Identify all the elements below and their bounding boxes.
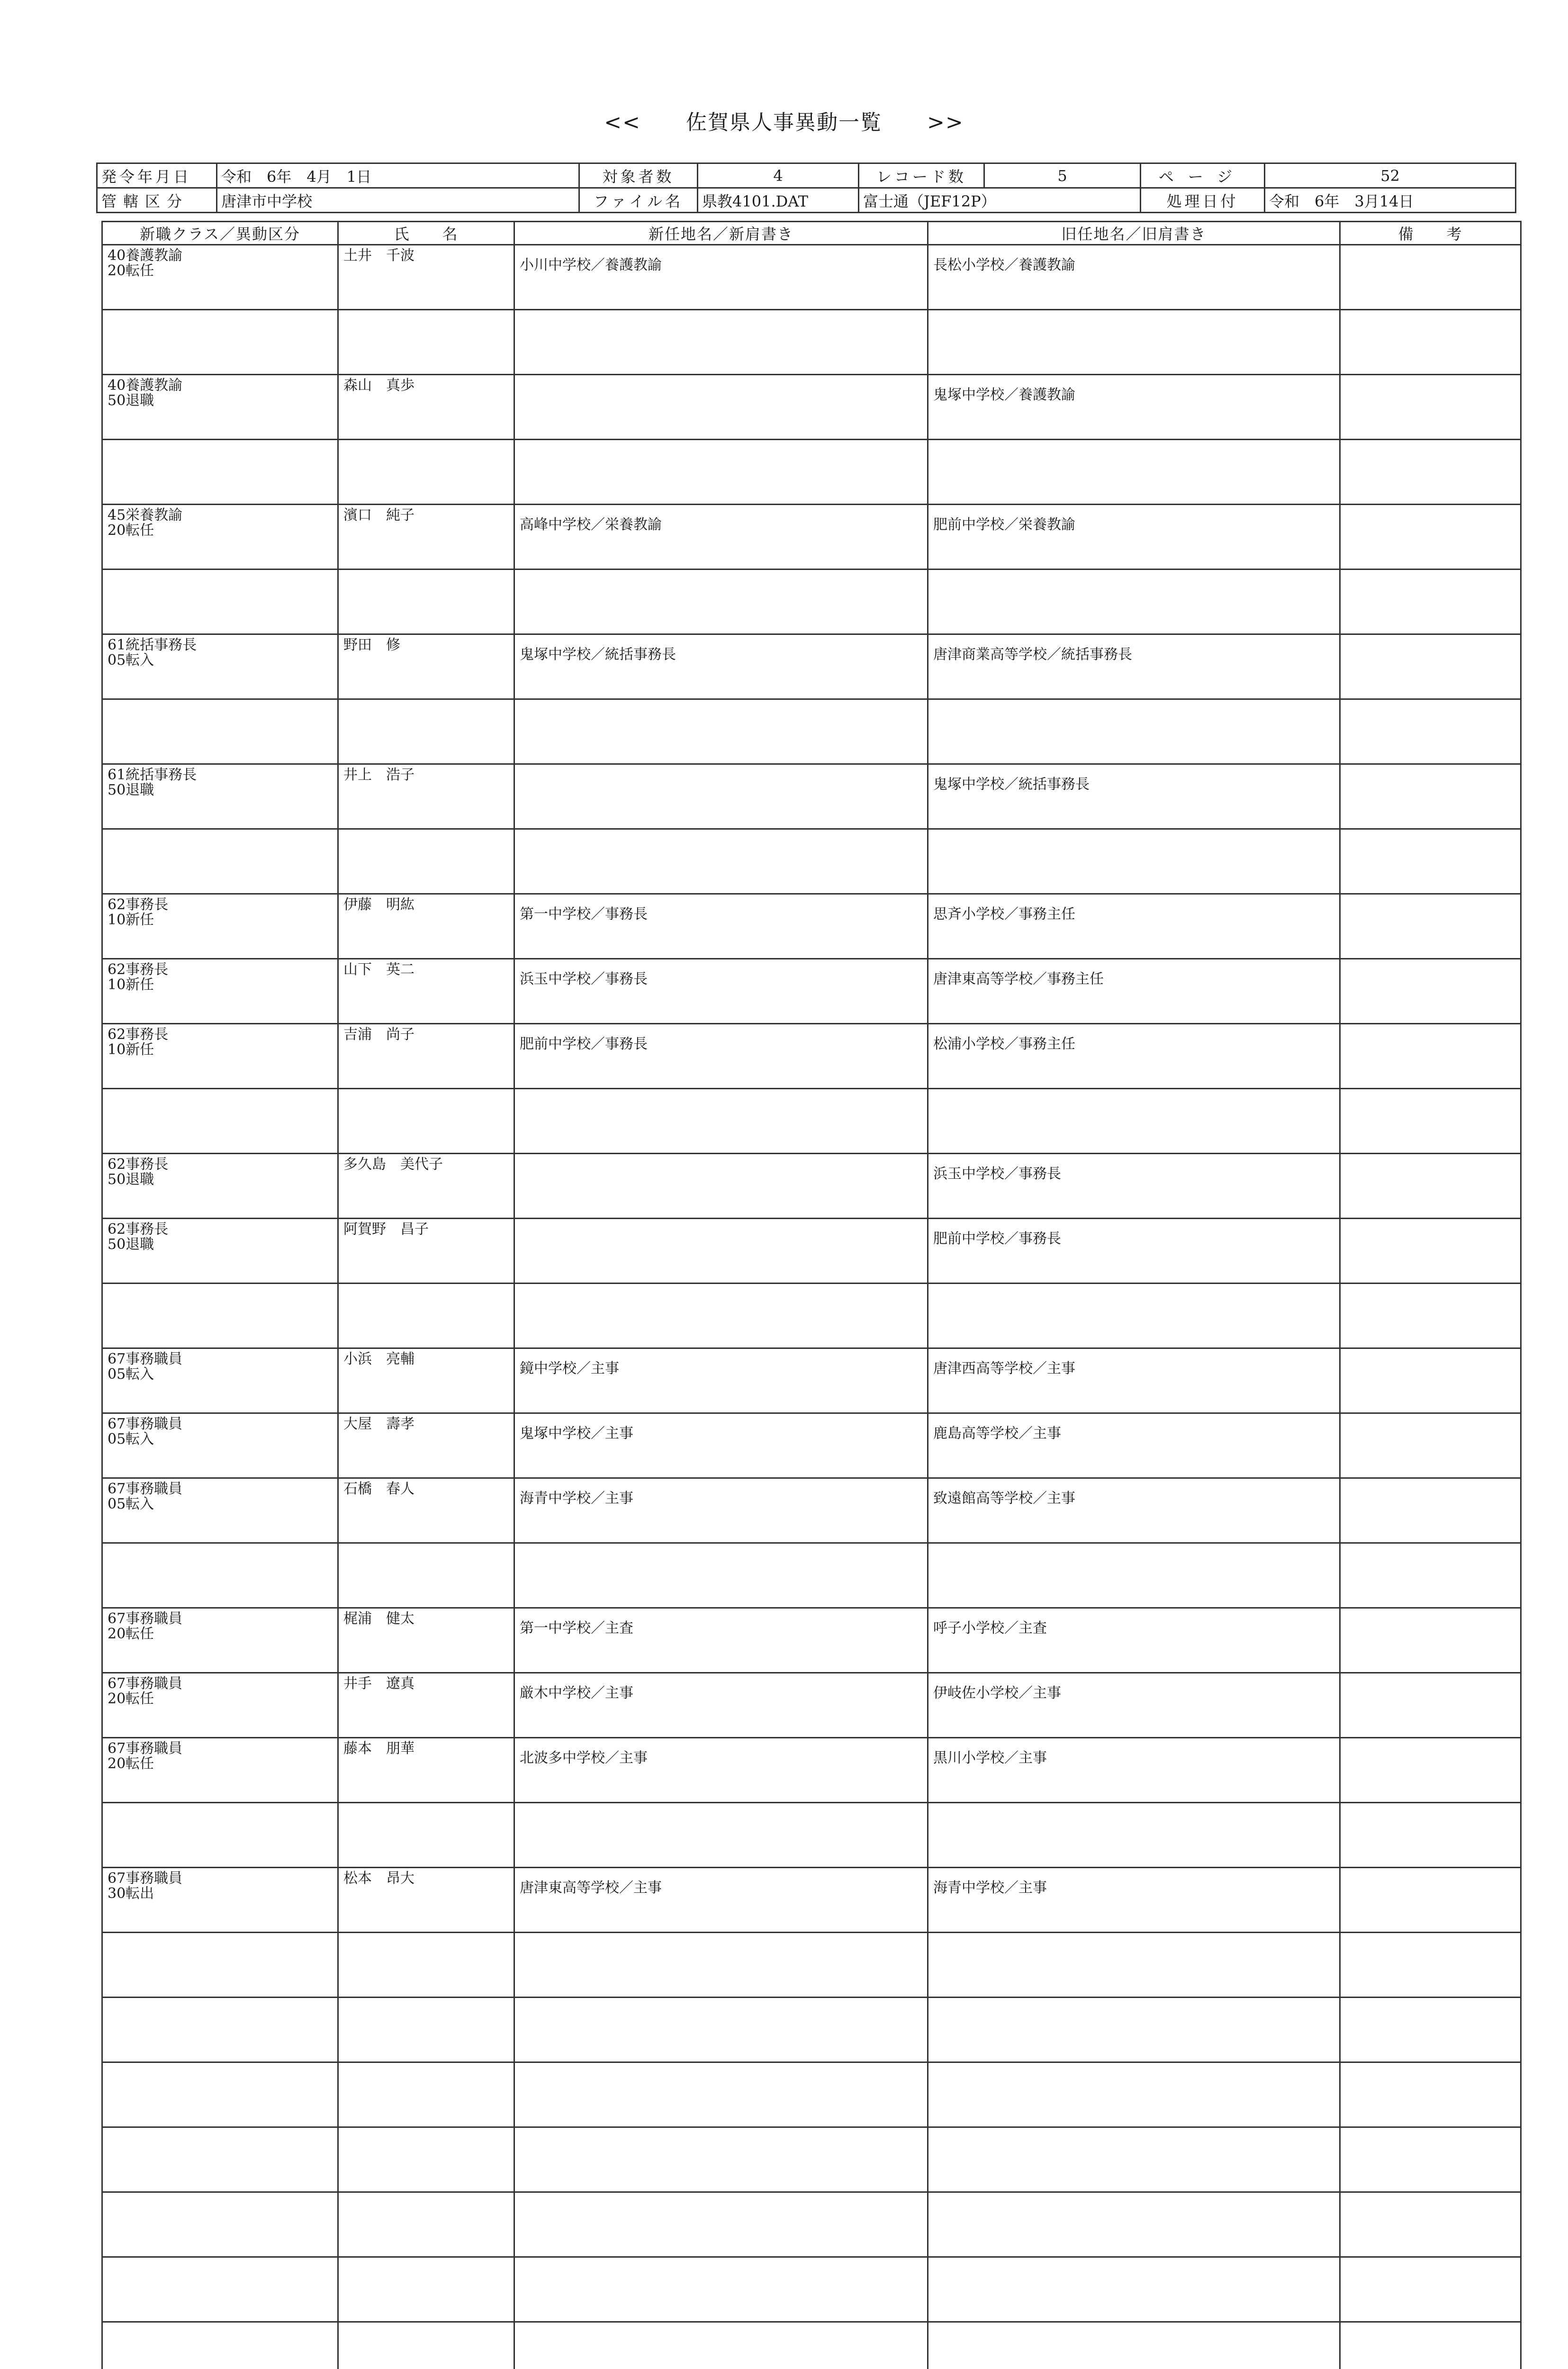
table-row (102, 1154, 1521, 1219)
name-cell: 多久島 美代子 (338, 1154, 514, 1219)
table-row (102, 1348, 1521, 1413)
job-class: 67事務職員 (108, 1352, 333, 1367)
old-post-cell (928, 310, 1340, 375)
name-cell (338, 440, 514, 505)
new-post-cell: 高峰中学校／栄養教諭 (514, 505, 928, 570)
class-cell (102, 2127, 338, 2192)
table-row (102, 2127, 1521, 2192)
job-class: 67事務職員 (108, 1611, 333, 1627)
name-cell: 濱口 純子 (338, 505, 514, 570)
new-post-cell (514, 829, 928, 894)
class-cell (102, 1089, 338, 1154)
class-cell (102, 699, 338, 764)
transfer-type: 50退職 (108, 393, 333, 408)
class-cell (102, 1803, 338, 1868)
new-post-cell (514, 2257, 928, 2322)
new-post-cell (514, 2062, 928, 2127)
file-name-value: 県教4101.DAT (698, 188, 859, 213)
old-post-cell: 黒川小学校／主事 (928, 1738, 1340, 1803)
job-class: 61統括事務長 (108, 768, 333, 783)
remarks-cell (1340, 1478, 1521, 1543)
name-cell: 石橋 春人 (338, 1478, 514, 1543)
printer-value: 富士通（JEF12P） (859, 188, 1141, 213)
table-row (102, 1608, 1521, 1673)
old-post-cell: 唐津商業高等学校／統括事務長 (928, 634, 1340, 699)
new-post-cell (514, 2127, 928, 2192)
table-row (102, 310, 1521, 375)
name-cell: 大屋 壽孝 (338, 1413, 514, 1478)
table-row (102, 1089, 1521, 1154)
job-class: 62事務長 (108, 897, 333, 913)
job-class: 67事務職員 (108, 1871, 333, 1886)
old-post-cell: 致遠館高等学校／主事 (928, 1478, 1340, 1543)
new-post-cell: 肥前中学校／事務長 (514, 1024, 928, 1089)
job-class: 67事務職員 (108, 1741, 333, 1756)
name-cell (338, 2127, 514, 2192)
old-post-cell: 浜玉中学校／事務長 (928, 1154, 1340, 1219)
old-post-cell (928, 1543, 1340, 1608)
job-class: 62事務長 (108, 962, 333, 977)
new-post-cell (514, 1284, 928, 1348)
class-cell (102, 829, 338, 894)
new-post-cell: 海青中学校／主事 (514, 1478, 928, 1543)
title-close-bracket: >> (927, 110, 964, 135)
name-cell (338, 2257, 514, 2322)
remarks-cell (1340, 1868, 1521, 1933)
name-cell (338, 1089, 514, 1154)
table-row (102, 1024, 1521, 1089)
job-class: 67事務職員 (108, 1417, 333, 1432)
class-cell (102, 1738, 338, 1803)
new-post-cell: 鏡中学校／主事 (514, 1348, 928, 1413)
target-count-value: 4 (698, 163, 859, 188)
job-class: 40養護教諭 (108, 378, 333, 393)
new-post-cell (514, 310, 928, 375)
table-row (102, 699, 1521, 764)
table-row (102, 1413, 1521, 1478)
remarks-cell (1340, 1089, 1521, 1154)
table-row (102, 1284, 1521, 1348)
remarks-cell (1340, 699, 1521, 764)
class-cell (102, 1154, 338, 1219)
transfer-type: 20転任 (108, 1691, 333, 1707)
class-cell (102, 2322, 338, 2369)
job-class: 67事務職員 (108, 1676, 333, 1691)
remarks-cell (1340, 1543, 1521, 1608)
name-cell: 阿賀野 昌子 (338, 1219, 514, 1284)
remarks-cell (1340, 1219, 1521, 1284)
page-value: 52 (1265, 163, 1516, 188)
issue-date-label: 発令年月日 (97, 163, 217, 188)
remarks-cell (1340, 1154, 1521, 1219)
old-post-cell: 肥前中学校／事務長 (928, 1219, 1340, 1284)
remarks-cell (1340, 894, 1521, 959)
new-post-cell (514, 440, 928, 505)
new-post-cell (514, 2192, 928, 2257)
class-cell (102, 2257, 338, 2322)
table-row (102, 570, 1521, 634)
transfer-type: 50退職 (108, 1237, 333, 1252)
table-row (102, 894, 1521, 959)
remarks-cell (1340, 764, 1521, 829)
column-header-old-post: 旧任地名／旧肩書き (928, 222, 1340, 245)
remarks-cell (1340, 505, 1521, 570)
record-count-label: レコード数 (859, 163, 984, 188)
transfer-type: 50退職 (108, 1172, 333, 1187)
new-post-cell: 鬼塚中学校／主事 (514, 1413, 928, 1478)
remarks-cell (1340, 375, 1521, 440)
remarks-cell (1340, 245, 1521, 310)
page-title (0, 105, 1568, 136)
old-post-cell: 肥前中学校／栄養教諭 (928, 505, 1340, 570)
name-cell: 吉浦 尚子 (338, 1024, 514, 1089)
old-post-cell (928, 829, 1340, 894)
new-post-cell (514, 1089, 928, 1154)
table-row (102, 1478, 1521, 1543)
old-post-cell (928, 1933, 1340, 1998)
new-post-cell (514, 1154, 928, 1219)
table-row (102, 959, 1521, 1024)
transfer-type: 50退職 (108, 783, 333, 798)
process-date-label: 処理日付 (1141, 188, 1265, 213)
old-post-cell (928, 1284, 1340, 1348)
class-cell (102, 310, 338, 375)
page-label: ページ (1141, 163, 1265, 188)
name-cell (338, 1803, 514, 1868)
new-post-cell (514, 375, 928, 440)
name-cell (338, 1998, 514, 2062)
remarks-cell (1340, 440, 1521, 505)
new-post-cell (514, 1998, 928, 2062)
column-header-class: 新職クラス／異動区分 (102, 222, 338, 245)
name-cell (338, 2062, 514, 2127)
transfer-type: 10新任 (108, 913, 333, 928)
class-cell (102, 1219, 338, 1284)
remarks-cell (1340, 1024, 1521, 1089)
old-post-cell (928, 1998, 1340, 2062)
job-class: 45栄養教諭 (108, 508, 333, 523)
transfer-type: 10新任 (108, 1042, 333, 1058)
old-post-cell: 伊岐佐小学校／主事 (928, 1673, 1340, 1738)
class-cell (102, 894, 338, 959)
old-post-cell (928, 1803, 1340, 1868)
name-cell (338, 829, 514, 894)
transfer-type: 20転任 (108, 1627, 333, 1642)
table-row (102, 1933, 1521, 1998)
class-cell (102, 1933, 338, 1998)
new-post-cell (514, 1543, 928, 1608)
column-header-new-post: 新任地名／新肩書き (514, 222, 928, 245)
class-cell (102, 1284, 338, 1348)
transfer-type: 30転出 (108, 1886, 333, 1901)
old-post-cell (928, 1089, 1340, 1154)
transfer-type: 20転任 (108, 263, 333, 279)
column-header-remarks: 備 考 (1340, 222, 1521, 245)
class-cell (102, 634, 338, 699)
name-cell (338, 1933, 514, 1998)
class-cell (102, 375, 338, 440)
transfer-type: 05転入 (108, 1497, 333, 1512)
transfer-type: 20転任 (108, 1756, 333, 1772)
remarks-cell (1340, 2127, 1521, 2192)
name-cell: 土井 千波 (338, 245, 514, 310)
transfer-type: 10新任 (108, 977, 333, 993)
process-date-value: 令和 6年 3月14日 (1265, 188, 1516, 213)
remarks-cell (1340, 1348, 1521, 1413)
table-row (102, 829, 1521, 894)
remarks-cell (1340, 2062, 1521, 2127)
job-class: 62事務長 (108, 1222, 333, 1237)
table-row (102, 2192, 1521, 2257)
title-text: 佐賀県人事異動一覧 (686, 110, 882, 135)
name-cell (338, 699, 514, 764)
old-post-cell: 松浦小学校／事務主任 (928, 1024, 1340, 1089)
table-row (102, 2257, 1521, 2322)
old-post-cell (928, 440, 1340, 505)
remarks-cell (1340, 2257, 1521, 2322)
old-post-cell: 長松小学校／養護教諭 (928, 245, 1340, 310)
name-cell (338, 570, 514, 634)
old-post-cell: 唐津東高等学校／事務主任 (928, 959, 1340, 1024)
old-post-cell: 鬼塚中学校／養護教諭 (928, 375, 1340, 440)
name-cell: 森山 真歩 (338, 375, 514, 440)
old-post-cell (928, 2192, 1340, 2257)
class-cell (102, 245, 338, 310)
class-cell (102, 1024, 338, 1089)
new-post-cell (514, 1219, 928, 1284)
new-post-cell: 厳木中学校／主事 (514, 1673, 928, 1738)
title-open-bracket: << (604, 110, 641, 135)
class-cell (102, 1543, 338, 1608)
class-cell (102, 440, 338, 505)
record-count-value: 5 (984, 163, 1141, 188)
class-cell (102, 1478, 338, 1543)
table-header-row (102, 222, 1521, 245)
table-row (102, 2062, 1521, 2127)
old-post-cell (928, 2127, 1340, 2192)
personnel-table (101, 221, 1522, 2369)
table-row (102, 505, 1521, 570)
remarks-cell (1340, 1738, 1521, 1803)
old-post-cell (928, 2062, 1340, 2127)
class-cell (102, 1998, 338, 2062)
name-cell (338, 1543, 514, 1608)
old-post-cell (928, 699, 1340, 764)
jurisdiction-value: 唐津市中学校 (217, 188, 579, 213)
name-cell: 藤本 朋華 (338, 1738, 514, 1803)
new-post-cell: 第一中学校／事務長 (514, 894, 928, 959)
class-cell (102, 1868, 338, 1933)
table-row (102, 1868, 1521, 1933)
name-cell: 井上 浩子 (338, 764, 514, 829)
remarks-cell (1340, 1998, 1521, 2062)
remarks-cell (1340, 2192, 1521, 2257)
new-post-cell (514, 699, 928, 764)
class-cell (102, 764, 338, 829)
class-cell (102, 959, 338, 1024)
class-cell (102, 1608, 338, 1673)
remarks-cell (1340, 1803, 1521, 1868)
issue-date-value: 令和 6年 4月 1日 (217, 163, 579, 188)
remarks-cell (1340, 2322, 1521, 2369)
old-post-cell: 思斉小学校／事務主任 (928, 894, 1340, 959)
name-cell: 梶浦 健太 (338, 1608, 514, 1673)
name-cell: 松本 昂大 (338, 1868, 514, 1933)
job-class: 40養護教諭 (108, 248, 333, 263)
remarks-cell (1340, 570, 1521, 634)
remarks-cell (1340, 310, 1521, 375)
new-post-cell (514, 2322, 928, 2369)
column-header-name: 氏 名 (338, 222, 514, 245)
name-cell: 山下 英二 (338, 959, 514, 1024)
name-cell: 伊藤 明紘 (338, 894, 514, 959)
new-post-cell: 鬼塚中学校／統括事務長 (514, 634, 928, 699)
job-class: 62事務長 (108, 1157, 333, 1172)
table-row (102, 1738, 1521, 1803)
table-row (102, 2322, 1521, 2369)
table-row (102, 1803, 1521, 1868)
table-row (102, 245, 1521, 310)
old-post-cell: 唐津西高等学校／主事 (928, 1348, 1340, 1413)
job-class: 62事務長 (108, 1027, 333, 1042)
new-post-cell: 第一中学校／主査 (514, 1608, 928, 1673)
new-post-cell (514, 1803, 928, 1868)
new-post-cell: 唐津東高等学校／主事 (514, 1868, 928, 1933)
transfer-type: 05転入 (108, 1432, 333, 1447)
class-cell (102, 1413, 338, 1478)
remarks-cell (1340, 1413, 1521, 1478)
class-cell (102, 505, 338, 570)
jurisdiction-label: 管轄区分 (97, 188, 217, 213)
new-post-cell: 北波多中学校／主事 (514, 1738, 928, 1803)
table-row (102, 1998, 1521, 2062)
new-post-cell: 小川中学校／養護教諭 (514, 245, 928, 310)
target-count-label: 対象者数 (579, 163, 698, 188)
class-cell (102, 2192, 338, 2257)
name-cell (338, 2322, 514, 2369)
remarks-cell (1340, 1284, 1521, 1348)
table-row (102, 1673, 1521, 1738)
name-cell: 井手 遼真 (338, 1673, 514, 1738)
remarks-cell (1340, 829, 1521, 894)
new-post-cell (514, 764, 928, 829)
file-name-label: ファイル名 (579, 188, 698, 213)
name-cell (338, 1284, 514, 1348)
job-class: 61統括事務長 (108, 638, 333, 653)
header-row-2 (97, 188, 1516, 213)
name-cell: 小浜 亮輔 (338, 1348, 514, 1413)
old-post-cell: 呼子小学校／主査 (928, 1608, 1340, 1673)
old-post-cell: 海青中学校／主事 (928, 1868, 1340, 1933)
table-row (102, 764, 1521, 829)
remarks-cell (1340, 634, 1521, 699)
remarks-cell (1340, 959, 1521, 1024)
header-block (96, 163, 1516, 213)
new-post-cell (514, 1933, 928, 1998)
table-row (102, 634, 1521, 699)
class-cell (102, 570, 338, 634)
transfer-type: 05転入 (108, 1367, 333, 1382)
name-cell (338, 310, 514, 375)
new-post-cell (514, 570, 928, 634)
old-post-cell (928, 2322, 1340, 2369)
old-post-cell (928, 570, 1340, 634)
name-cell (338, 2192, 514, 2257)
class-cell (102, 1348, 338, 1413)
remarks-cell (1340, 1608, 1521, 1673)
transfer-type: 05転入 (108, 653, 333, 668)
class-cell (102, 1673, 338, 1738)
old-post-cell (928, 2257, 1340, 2322)
remarks-cell (1340, 1673, 1521, 1738)
class-cell (102, 2062, 338, 2127)
transfer-type: 20転任 (108, 523, 333, 538)
new-post-cell: 浜玉中学校／事務長 (514, 959, 928, 1024)
name-cell: 野田 修 (338, 634, 514, 699)
old-post-cell: 鹿島高等学校／主事 (928, 1413, 1340, 1478)
remarks-cell (1340, 1933, 1521, 1998)
table-row (102, 1543, 1521, 1608)
table-row (102, 375, 1521, 440)
job-class: 67事務職員 (108, 1482, 333, 1497)
table-row (102, 440, 1521, 505)
old-post-cell: 鬼塚中学校／統括事務長 (928, 764, 1340, 829)
header-row-1 (97, 163, 1516, 188)
table-row (102, 1219, 1521, 1284)
